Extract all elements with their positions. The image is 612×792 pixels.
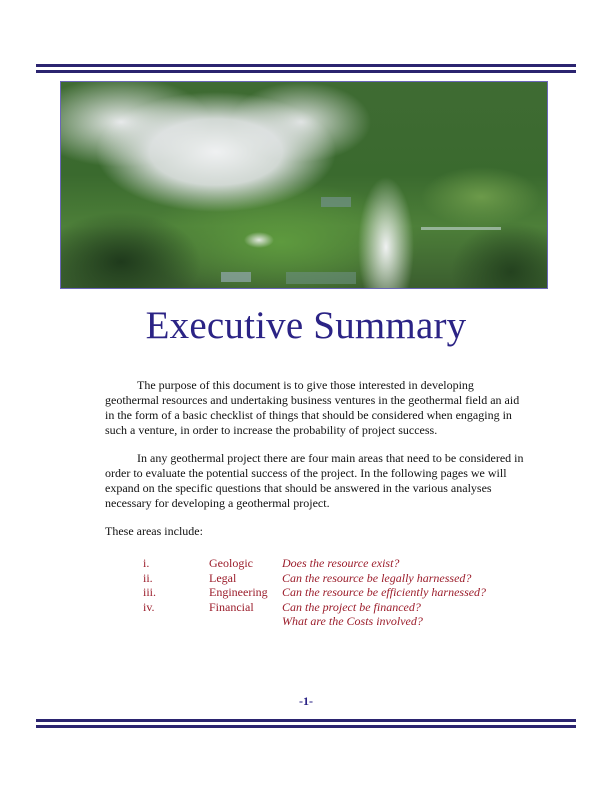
list-intro-text: These areas include: <box>105 524 203 538</box>
list-item <box>143 585 486 600</box>
header-rule-top <box>36 64 576 67</box>
item-number <box>143 614 209 629</box>
plant-building <box>321 197 351 207</box>
pipeline <box>421 227 501 230</box>
geothermal-plant-photo <box>60 81 548 289</box>
page-number: -1- <box>299 694 313 708</box>
item-number: ii. <box>143 570 153 585</box>
areas-paragraph <box>105 451 525 511</box>
list-item <box>143 600 486 615</box>
list-item <box>143 556 486 571</box>
item-area <box>209 614 282 629</box>
intro-paragraph <box>105 378 525 438</box>
item-number: iv. <box>143 599 155 614</box>
list-item <box>143 571 486 586</box>
item-question: Can the resource be efficiently harnessed? <box>282 585 487 600</box>
list-item <box>143 614 486 629</box>
item-question: Does the resource exist? <box>282 556 400 570</box>
footer-rule-top <box>36 719 576 722</box>
item-area: Financial <box>209 599 254 614</box>
item-question: Can the project be financed? <box>282 599 421 614</box>
item-area: Geologic <box>209 556 253 570</box>
plant-building <box>286 272 356 284</box>
areas-list <box>143 556 486 629</box>
paragraph-areas: In any geothermal project there are four main areas that need to be considered in order to evaluate the potential success of the project. In the following pages we will expand on the specific questions that should be answered in the various analyses necessary for developing a geothermal project. <box>105 451 524 510</box>
header-rule-bottom <box>36 70 576 73</box>
page-title: Executive Summary <box>145 304 467 347</box>
footer-rule-bottom <box>36 725 576 728</box>
item-area: Legal <box>209 570 237 585</box>
list-intro <box>105 524 525 539</box>
item-question: Can the resource be legally harnessed? <box>282 570 472 585</box>
item-number: i. <box>143 556 150 570</box>
item-area: Engineering <box>209 585 268 600</box>
item-number: iii. <box>143 585 157 600</box>
paragraph-purpose: The purpose of this document is to give those interested in developing geothermal resources and undertaking business ventures in the geothermal field an aid in the form of a basic checklist of things that should be considered when engaging in such a venture, in order to increase the probability of project success. <box>105 378 520 437</box>
plant-building <box>221 272 251 282</box>
item-question: What are the Costs involved? <box>282 614 423 629</box>
